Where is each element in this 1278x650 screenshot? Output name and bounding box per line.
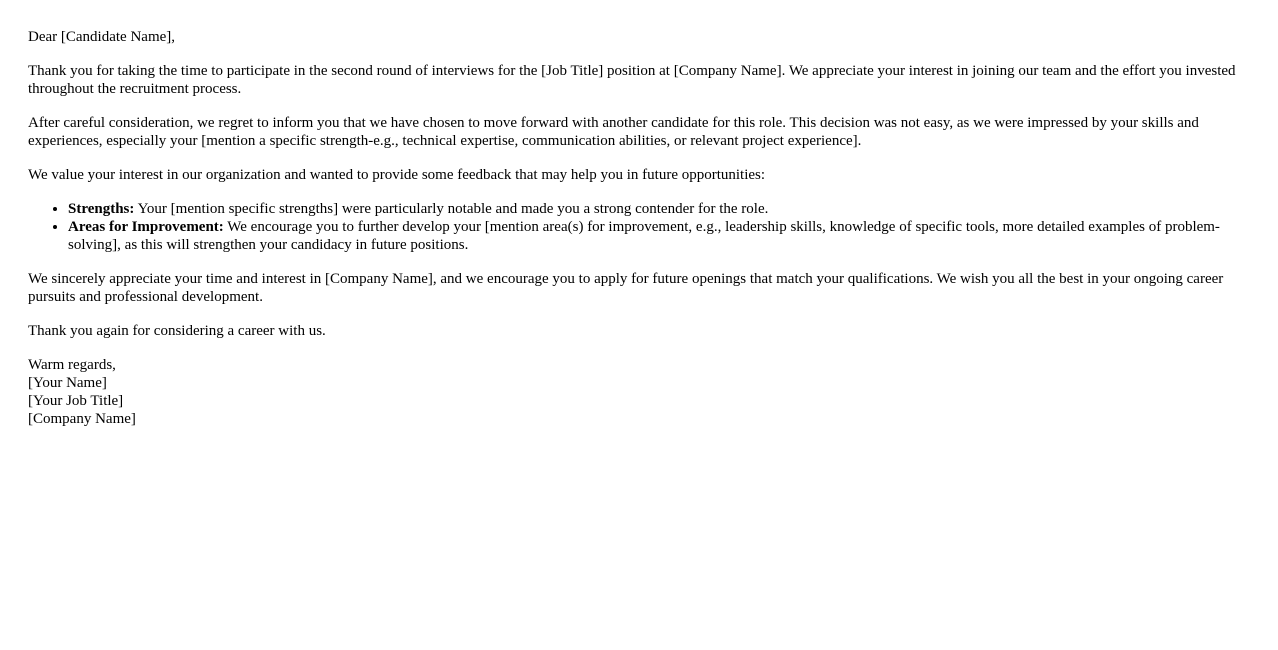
feedback-item-label: Strengths: xyxy=(68,201,135,217)
feedback-item-text: We encourage you to further develop your [mention area(s) for improvement, e.g., leadership skills, knowledge of specific tools, more detailed examples of problem-solving], as this will strengthen your candidacy in future positions. xyxy=(68,219,1220,253)
feedback-item-strengths xyxy=(68,200,1254,218)
letter-greeting: Dear [Candidate Name], xyxy=(28,29,176,45)
letter-intro-paragraph: Thank you for taking the time to participate in the second round of interviews for the [Job Title] position at [Company Name]. We appreciate your interest in joining our team and the effort you invested throughout the recruitment process. xyxy=(28,63,1236,97)
signer-title: [Your Job Title] xyxy=(28,393,124,409)
letter-feedback-intro: We value your interest in our organization and wanted to provide some feedback that may help you in future opportunities: xyxy=(28,167,766,183)
letter-decision-paragraph: After careful consideration, we regret to inform you that we have chosen to move forward with another candidate for this role. This decision was not easy, as we were impressed by your skills and experiences, especially your [mention a specific strength-e.g., technical expertise, communication abilities, or relevant project experience]. xyxy=(28,115,1199,149)
signoff: Warm regards, xyxy=(28,357,116,373)
signer-company: [Company Name] xyxy=(28,411,136,427)
signature-block xyxy=(28,356,1254,428)
letter-body xyxy=(28,28,1254,428)
feedback-list xyxy=(28,200,1254,254)
feedback-item-improvement xyxy=(68,218,1254,254)
letter-thanks: Thank you again for considering a career with us. xyxy=(28,323,326,339)
signer-name: [Your Name] xyxy=(28,375,107,391)
feedback-item-text: Your [mention specific strengths] were particularly notable and made you a strong contender for the role. xyxy=(134,201,769,217)
feedback-item-label: Areas for Improvement: xyxy=(68,219,224,235)
letter-closing-paragraph: We sincerely appreciate your time and interest in [Company Name], and we encourage you to apply for future openings that match your qualifications. We wish you all the best in your ongoing career pursuits and professional development. xyxy=(28,271,1224,305)
